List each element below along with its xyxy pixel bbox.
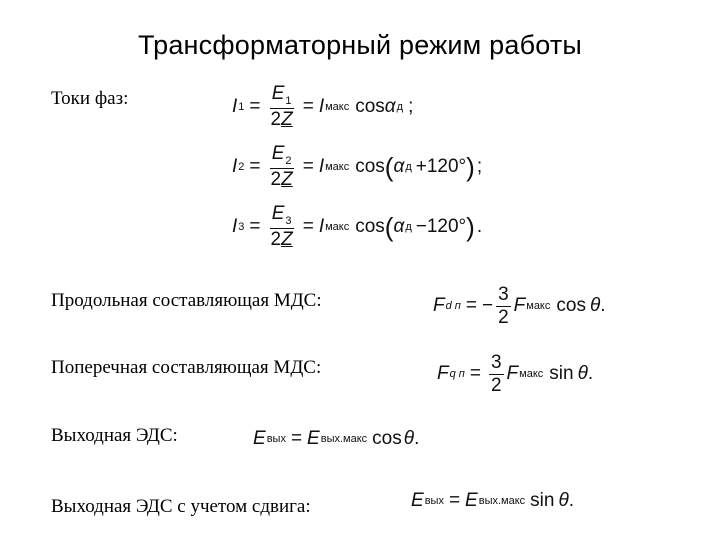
label-phase-currents: Токи фаз: bbox=[51, 88, 129, 109]
subscript-out-max: вых.макс bbox=[478, 495, 526, 507]
symbol-f: F bbox=[513, 295, 526, 316]
formula-current-2: I 2 = $\frac{E_2}{2Z}$ = I макс cos ( α д +120° ) ; bbox=[232, 142, 483, 191]
cos-function: cos bbox=[372, 428, 402, 449]
symbol-f: F bbox=[437, 363, 449, 384]
cos-function: cos bbox=[355, 216, 385, 237]
number-two: 2 bbox=[270, 169, 282, 191]
subscript-max: макс bbox=[325, 221, 350, 233]
fraction bbox=[269, 84, 295, 130]
formula-terminator: . bbox=[414, 428, 420, 449]
symbol-f: F bbox=[506, 363, 519, 384]
minus-sign: − bbox=[481, 295, 494, 316]
subscript-index: 1 bbox=[238, 101, 245, 113]
symbol-e: E bbox=[271, 142, 285, 164]
subscript-out-max: вых.макс bbox=[320, 433, 368, 445]
cos-function: cos bbox=[355, 156, 385, 177]
subscript-out: вых bbox=[424, 495, 444, 507]
symbol-i: I bbox=[318, 216, 325, 237]
phase-shift: −120° bbox=[415, 216, 467, 237]
number-three: 3 bbox=[498, 283, 509, 305]
cos-function: cos bbox=[355, 96, 385, 117]
number-two: 2 bbox=[498, 306, 509, 328]
formula-output-emf bbox=[253, 424, 419, 454]
subscript-max: макс bbox=[519, 368, 544, 380]
symbol-z: Z bbox=[281, 169, 293, 191]
label-longitudinal-mmf: Продольная составляющая МДС: bbox=[51, 290, 322, 311]
symbol-e: E bbox=[271, 202, 285, 224]
symbol-i: I bbox=[318, 156, 325, 177]
symbol-e: E bbox=[307, 428, 320, 449]
subscript-index: 2 bbox=[285, 154, 292, 167]
phase-shift: +120° bbox=[415, 156, 467, 177]
slide-title: Трансформаторный режим работы bbox=[137, 30, 583, 60]
label-output-emf-shift: Выходная ЭДС с учетом сдвига: bbox=[51, 496, 311, 517]
subscript-d: д bbox=[405, 221, 412, 233]
formula-current-3: I 3 = $\frac{E_3}{2Z}$ = I макс cos ( α д −120° ) . bbox=[232, 202, 483, 251]
number-two: 2 bbox=[270, 229, 282, 251]
number-two: 2 bbox=[270, 109, 282, 131]
symbol-e: E bbox=[271, 82, 285, 104]
symbol-theta: θ bbox=[558, 490, 569, 511]
subscript-index: 2 bbox=[238, 161, 245, 173]
equals-sign: = bbox=[448, 490, 461, 511]
fraction bbox=[489, 353, 504, 396]
subscript-index: 1 bbox=[285, 94, 292, 107]
subscript-max: макс bbox=[526, 300, 551, 312]
symbol-alpha: α bbox=[384, 96, 396, 117]
symbol-i: I bbox=[232, 156, 238, 177]
fraction bbox=[269, 204, 295, 250]
symbol-theta: θ bbox=[577, 363, 588, 384]
subscript-d: д bbox=[405, 161, 412, 173]
sin-function: sin bbox=[549, 363, 574, 384]
subscript-d: д bbox=[396, 101, 404, 113]
subscript-index: 3 bbox=[285, 214, 292, 227]
equals-sign: = bbox=[290, 428, 303, 449]
subscript-max: макс bbox=[325, 161, 350, 173]
symbol-z: Z bbox=[281, 229, 293, 251]
symbol-e: E bbox=[411, 490, 424, 511]
equals-sign: = bbox=[302, 216, 314, 237]
formula-terminator: . bbox=[568, 490, 575, 511]
symbol-f: F bbox=[433, 295, 445, 316]
formula-longitudinal-mmf bbox=[433, 280, 606, 332]
label-output-emf: Выходная ЭДС: bbox=[51, 425, 178, 446]
formula-terminator: . bbox=[587, 363, 594, 384]
label-transverse-mmf: Поперечная составляющая МДС: bbox=[51, 357, 322, 378]
number-three: 3 bbox=[490, 351, 502, 373]
equals-sign: = bbox=[465, 295, 477, 316]
fraction bbox=[496, 285, 511, 328]
equals-sign: = bbox=[249, 216, 261, 237]
symbol-i: I bbox=[232, 216, 238, 237]
fraction bbox=[269, 144, 295, 190]
symbol-i: I bbox=[232, 96, 238, 117]
equals-sign: = bbox=[302, 156, 314, 177]
symbol-i: I bbox=[318, 96, 325, 117]
symbol-theta: θ bbox=[589, 295, 601, 316]
number-two: 2 bbox=[490, 374, 502, 396]
formula-terminator: ; bbox=[476, 156, 483, 177]
equals-sign: = bbox=[302, 96, 314, 117]
symbol-alpha: α bbox=[393, 216, 405, 237]
formula-terminator: . bbox=[600, 295, 606, 316]
subscript-qp: q п bbox=[449, 368, 465, 380]
symbol-theta: θ bbox=[403, 428, 415, 449]
symbol-alpha: α bbox=[393, 156, 405, 177]
formula-output-emf-shift bbox=[411, 486, 574, 516]
formula-terminator: ; bbox=[408, 96, 414, 117]
formula-terminator: . bbox=[476, 216, 483, 237]
sin-function: sin bbox=[530, 490, 555, 511]
equals-sign: = bbox=[249, 96, 261, 117]
equals-sign: = bbox=[249, 156, 261, 177]
cos-function: cos bbox=[556, 295, 586, 316]
formula-current-1 bbox=[232, 82, 413, 132]
equals-sign: = bbox=[469, 363, 481, 384]
symbol-z: Z bbox=[281, 109, 293, 131]
subscript-out: вых bbox=[266, 433, 286, 445]
symbol-e: E bbox=[465, 490, 478, 511]
symbol-e: E bbox=[253, 428, 266, 449]
subscript-index: 3 bbox=[238, 221, 245, 233]
formula-transverse-mmf bbox=[437, 348, 593, 400]
subscript-max: макс bbox=[325, 101, 350, 113]
subscript-dp: d п bbox=[445, 300, 461, 312]
